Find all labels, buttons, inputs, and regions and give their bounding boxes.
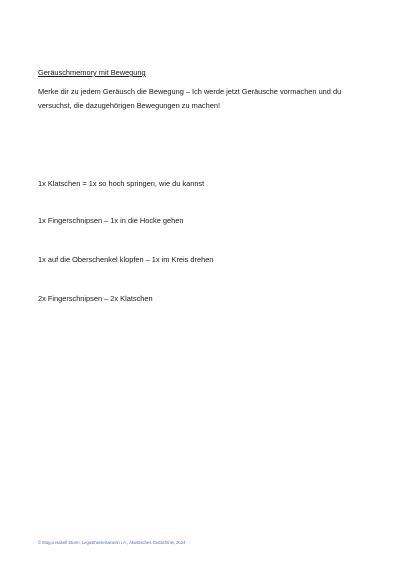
instruction-item: 2x Fingerschnipsen – 2x Klatschen xyxy=(38,294,153,303)
intro-paragraph: Merke dir zu jedem Geräusch die Bewegung – Ich werde jetzt Geräusche vormachen und du versuchst, die dazugehörigen Bewegungen zu machen! xyxy=(38,87,342,110)
instruction-item: 1x Fingerschnipsen – 1x in die Hocke gehen xyxy=(38,216,184,225)
instruction-item: 1x auf die Oberschenkel klopfen – 1x im Kreis drehen xyxy=(38,255,214,264)
copyright-footer: © Mag.a Isabell Sturm, Legasthenietrainerin i.A., Akustisches Gedächtnis, 2024 xyxy=(38,540,186,545)
document-title: Geräuschmemory mit Bewegung xyxy=(38,68,146,77)
instruction-item: 1x Klatschen = 1x so hoch springen, wie du kannst xyxy=(38,179,205,188)
